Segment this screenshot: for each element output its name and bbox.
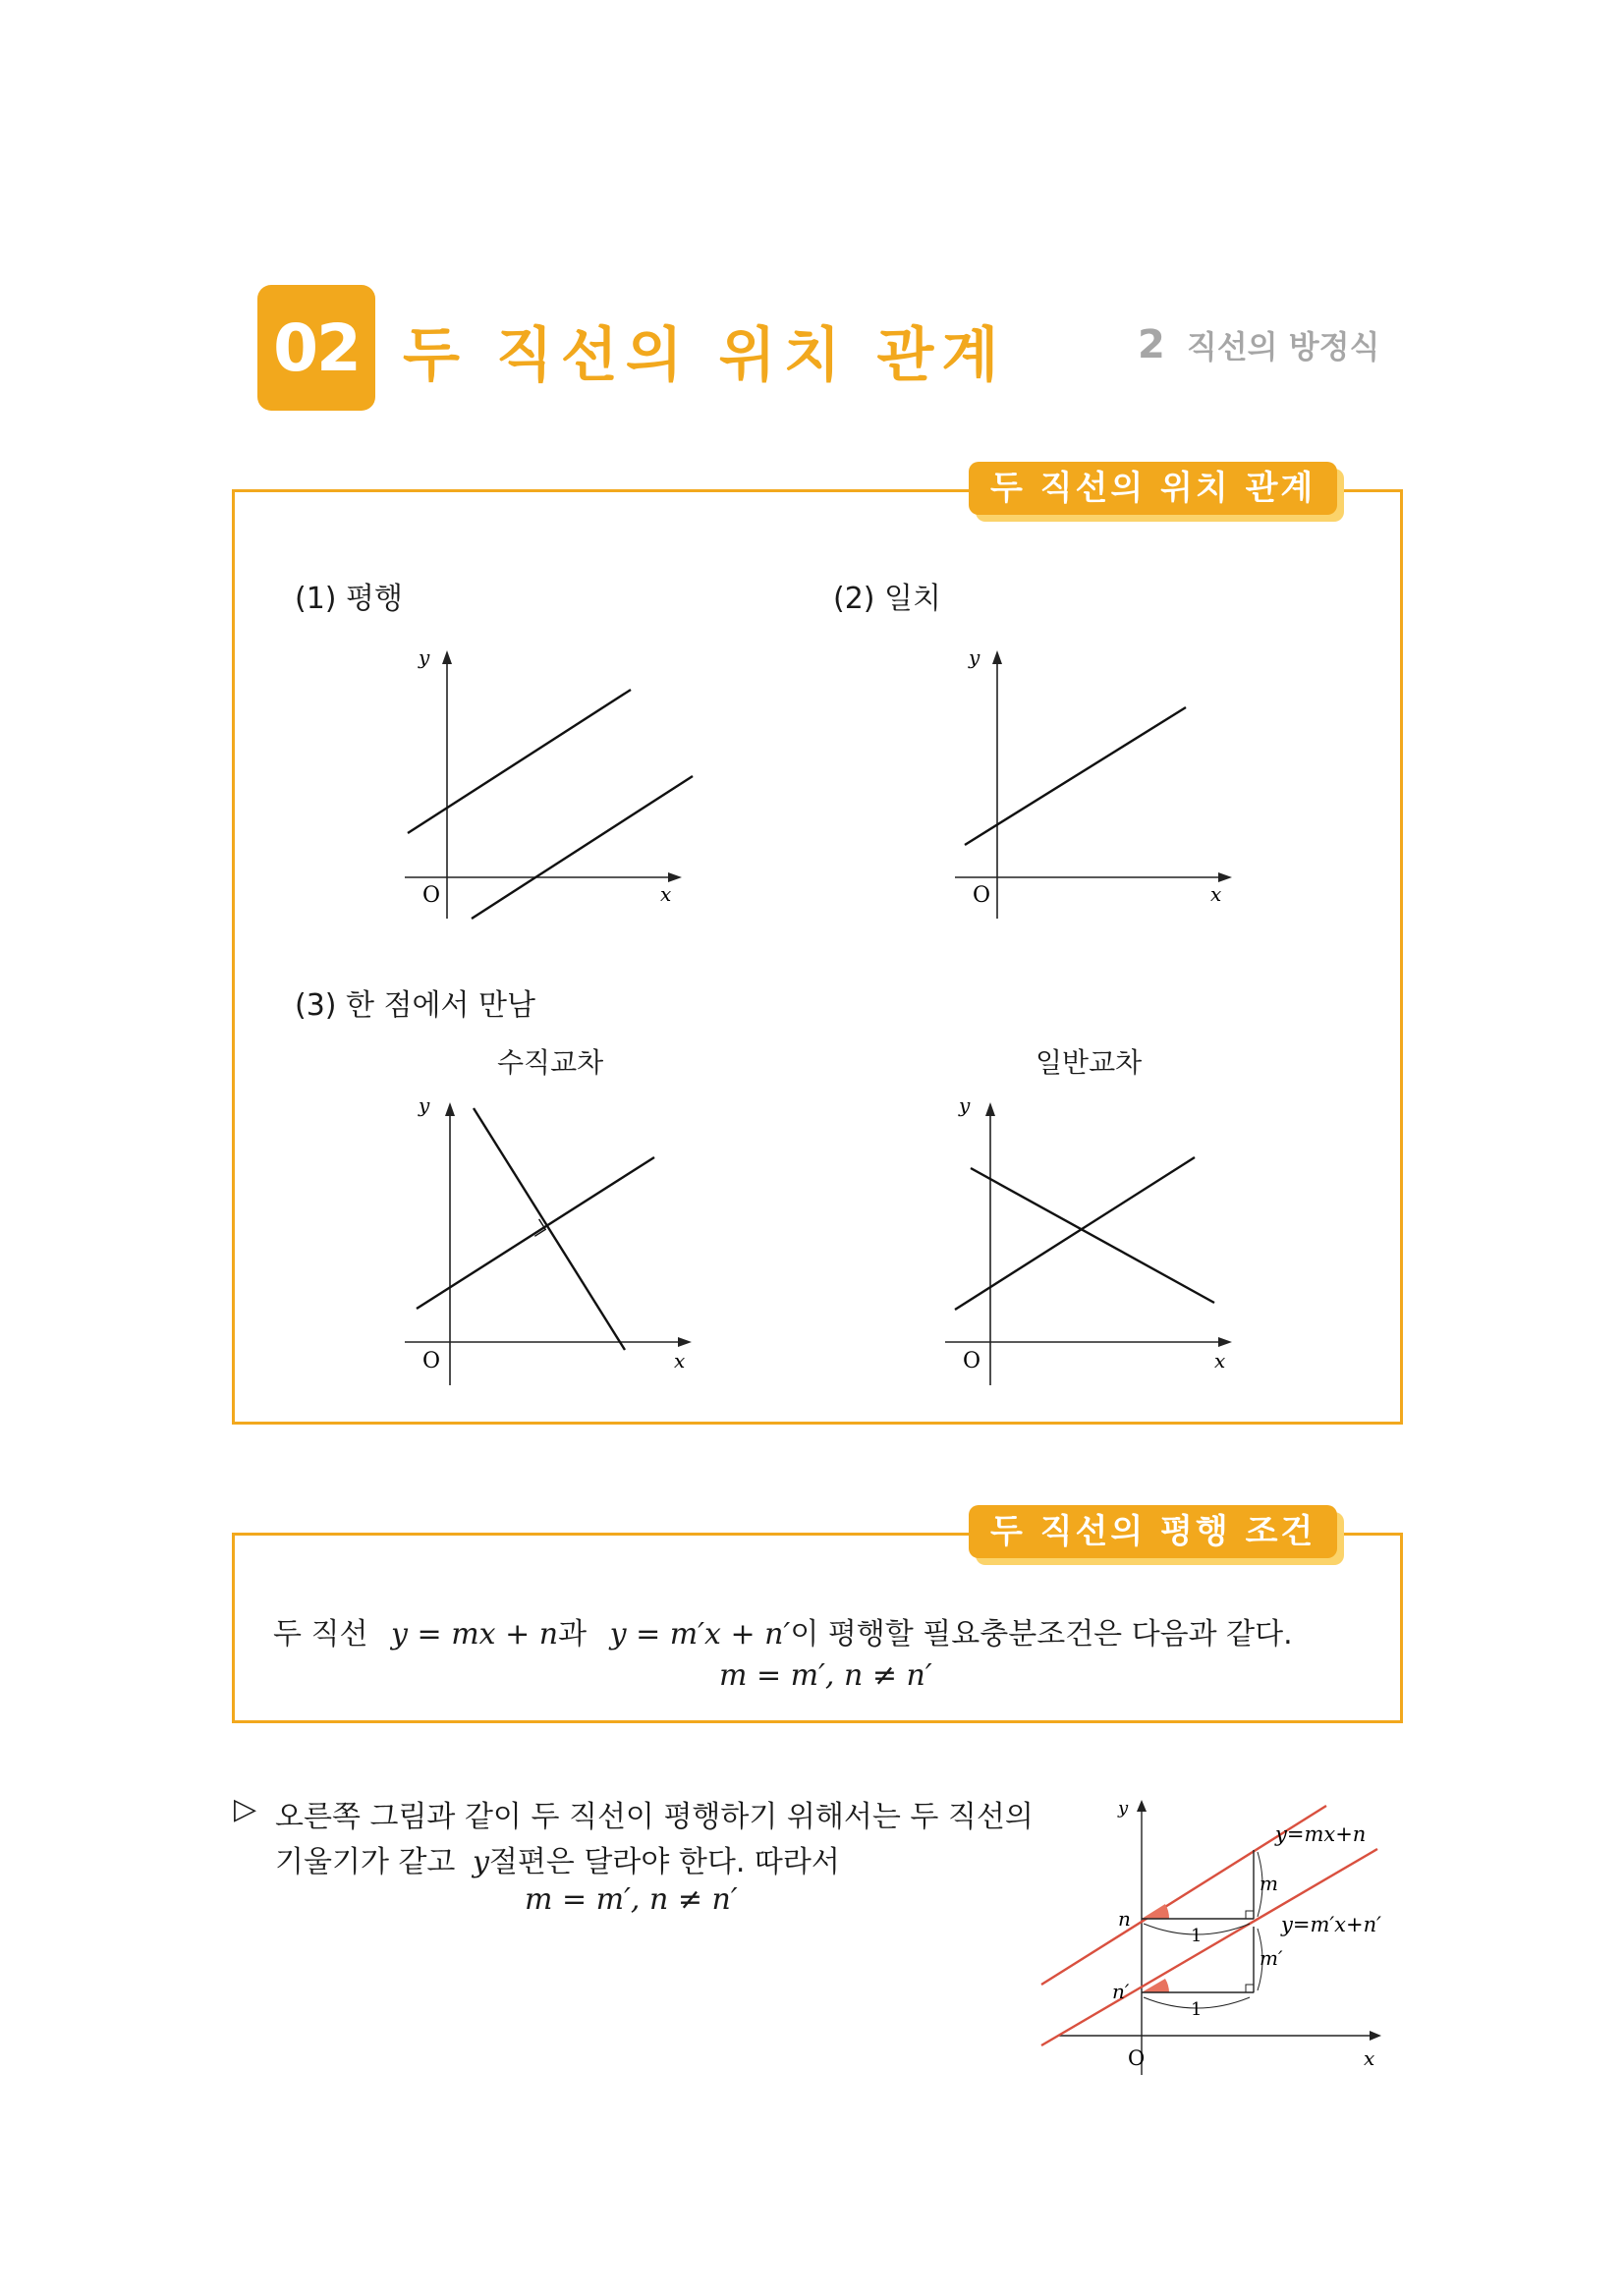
general-intersect-graph: [933, 1091, 1248, 1395]
item-intersect-label: (3) 한 점에서 만남: [295, 988, 535, 1023]
fig-n-prime-label: n′: [1112, 1980, 1130, 2003]
origin-label: O: [973, 883, 991, 908]
parallel-condition-tab: 두 직선의 평행 조건: [969, 1505, 1337, 1558]
note-line-2: [275, 1837, 840, 1880]
chapter-number: 2: [1138, 322, 1165, 367]
y-axis-label: y: [969, 645, 980, 669]
chapter-title: 직선의 방정식: [1186, 328, 1380, 365]
condition-statement: [273, 1609, 1293, 1652]
position-relation-tab: 두 직선의 위치 관계: [969, 462, 1337, 515]
origin-label: O: [422, 1349, 441, 1373]
condition-formula: m = m′, n ≠ n′: [719, 1658, 932, 1693]
fig-line-1-label: y=mx+n: [1275, 1822, 1367, 1846]
y-axis-label: y: [419, 1093, 430, 1117]
perpendicular-graph: [393, 1091, 707, 1395]
fig-n-label: n: [1118, 1907, 1131, 1931]
fig-origin-label: O: [1128, 2046, 1146, 2070]
origin-label: O: [422, 883, 441, 908]
item-coincide-label: (2) 일치: [833, 582, 941, 616]
note-line-2-var: y: [472, 1845, 489, 1879]
statement-pre: 두 직선: [273, 1617, 368, 1652]
y-axis-label: y: [419, 645, 430, 669]
parallel-graph: [393, 639, 707, 933]
page-title: 두 직선의 위치 관계: [403, 321, 1007, 390]
parallel-lines-figure: [1032, 1788, 1405, 2083]
general-intersect-label: 일반교차: [1036, 1046, 1143, 1079]
note-condition: m = m′, n ≠ n′: [525, 1882, 738, 1917]
section-number-badge: 02: [257, 285, 375, 411]
note-marker: ▷: [234, 1792, 257, 1826]
equation-2: y = m′x + n′: [609, 1617, 791, 1652]
chapter-label: [1138, 322, 1379, 367]
fig-line-2-label: y=m′x+n′: [1281, 1913, 1381, 1936]
x-axis-label: x: [1214, 1349, 1226, 1372]
x-axis-label: x: [660, 882, 672, 906]
x-axis-label: x: [674, 1349, 686, 1372]
fig-m-prime-label: m′: [1260, 1946, 1283, 1970]
fig-one-label-2: 1: [1191, 1999, 1203, 2020]
perpendicular-label: 수직교차: [497, 1046, 604, 1079]
note-line-2-pre: 기울기가 같고: [275, 1845, 456, 1879]
origin-label: O: [963, 1349, 981, 1373]
note-line-2-post: 절편은 달라야 한다. 따라서: [488, 1845, 840, 1879]
statement-post: 이 평행할 필요충분조건은 다음과 같다.: [790, 1617, 1293, 1652]
note-line-1: 오른쪽 그림과 같이 두 직선이 평행하기 위해서는 두 직선의: [275, 1800, 1034, 1834]
coincide-graph: [943, 639, 1258, 933]
fig-x-axis-label: x: [1364, 2046, 1375, 2070]
fig-y-axis-label: y: [1118, 1798, 1129, 1819]
x-axis-label: x: [1210, 882, 1222, 906]
fig-one-label-1: 1: [1191, 1926, 1203, 1946]
y-axis-label: y: [959, 1093, 971, 1117]
item-parallel-label: (1) 평행: [295, 582, 403, 616]
equation-1: y = mx + n: [391, 1617, 559, 1652]
statement-mid: 과: [558, 1617, 588, 1652]
fig-m-label: m: [1260, 1872, 1278, 1895]
